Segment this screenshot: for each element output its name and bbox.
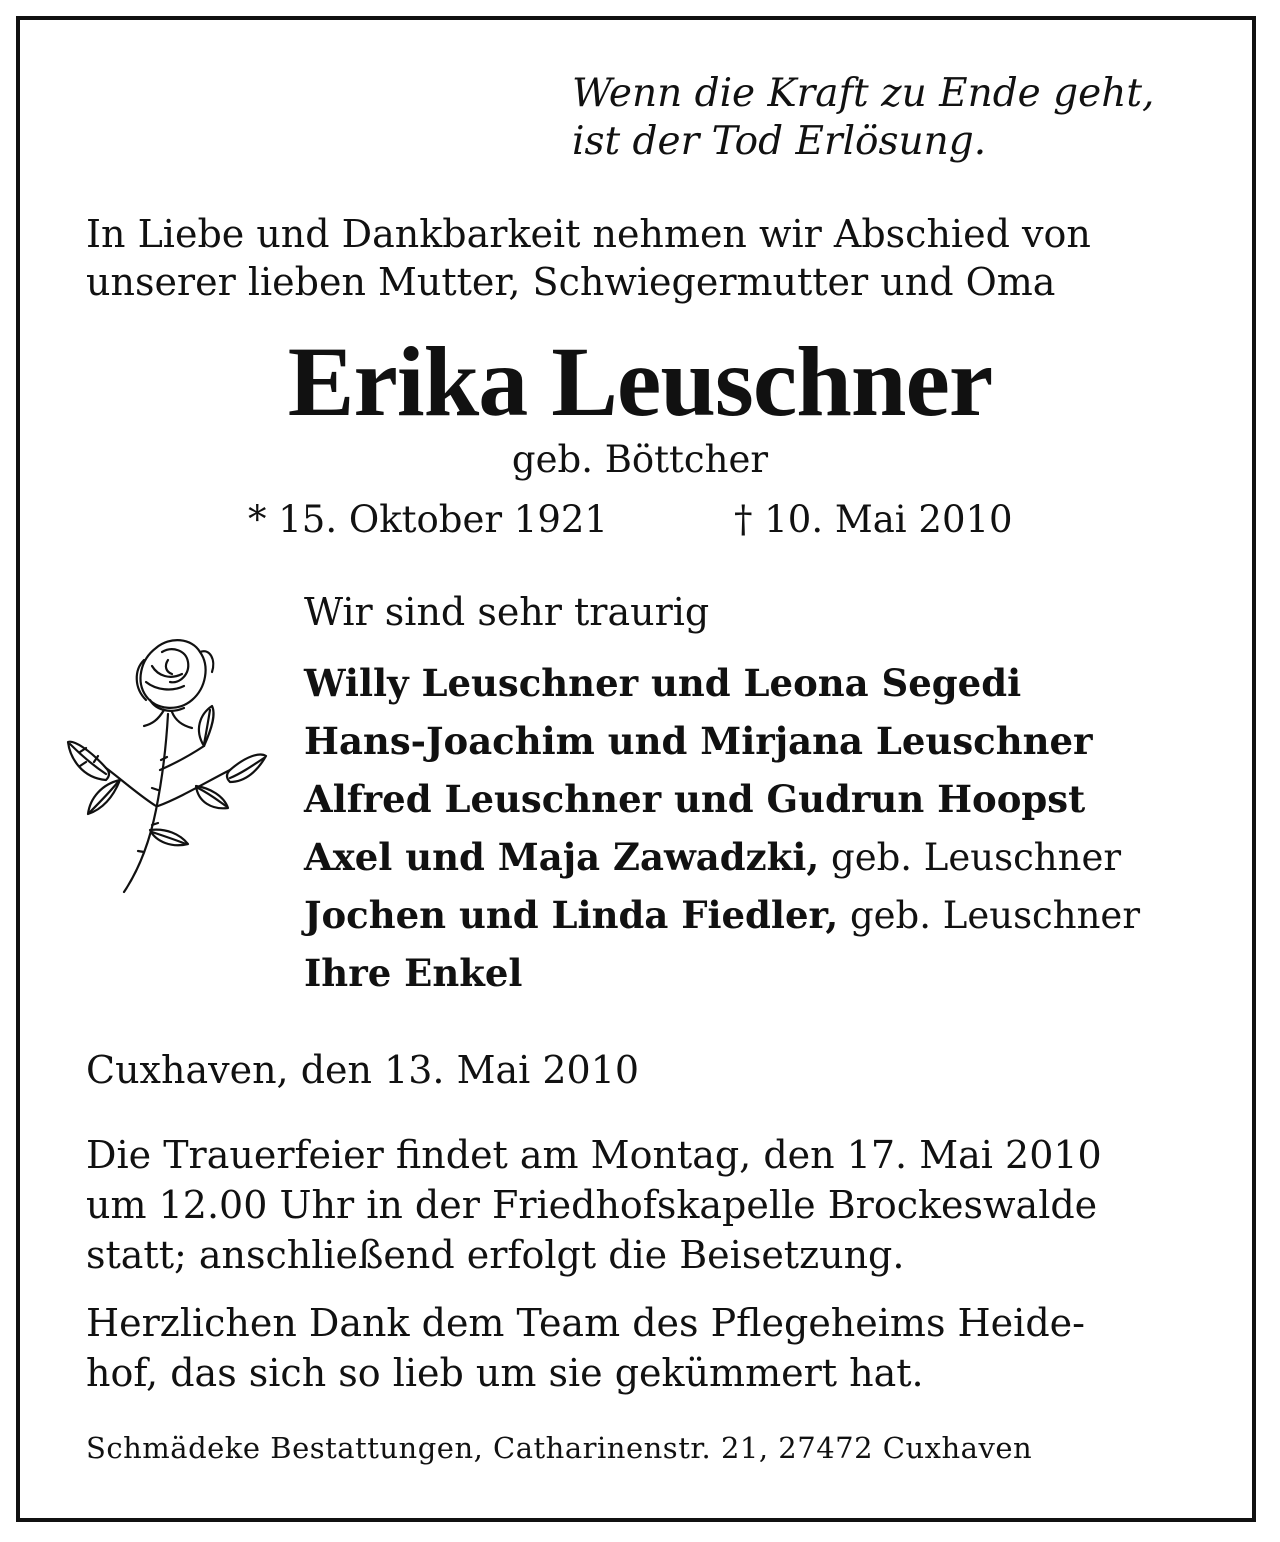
intro-line-1: In Liebe und Dankbarkeit nehmen wir Abschied von xyxy=(86,212,1091,256)
rose-icon xyxy=(60,630,270,900)
list-item xyxy=(304,828,1140,886)
intro-line-2: unserer lieben Mutter, Schwiegermutter und Oma xyxy=(86,260,1056,304)
mourners-list xyxy=(304,654,1140,1002)
ceremony-info xyxy=(86,1130,1102,1280)
mourner-suffix: geb. Leuschner xyxy=(838,894,1141,937)
thanks-note xyxy=(86,1298,1085,1398)
ceremony-line-2: um 12.00 Uhr in der Friedhofskapelle Brockeswalde xyxy=(86,1183,1098,1227)
list-item xyxy=(304,770,1140,828)
mourning-note: Wir sind sehr traurig xyxy=(304,590,710,634)
mourner-names: Jochen und Linda Fiedler, xyxy=(304,893,839,937)
list-item xyxy=(304,944,1140,1002)
place-date: Cuxhaven, den 13. Mai 2010 xyxy=(86,1048,640,1092)
undertaker-info: Schmädeke Bestattungen, Catharinenstr. 21, 27472 Cuxhaven xyxy=(86,1431,1033,1465)
mourner-names: Ihre Enkel xyxy=(304,951,523,995)
mourner-names: Willy Leuschner und Leona Segedi xyxy=(304,661,1022,705)
mourner-names: Alfred Leuschner und Gudrun Hoopst xyxy=(304,777,1086,821)
mourner-suffix: geb. Leuschner xyxy=(819,836,1122,879)
birth-date: * 15. Oktober 1921 xyxy=(248,498,608,541)
intro-text xyxy=(86,210,1091,306)
list-item xyxy=(304,654,1140,712)
motto-quote xyxy=(572,70,1154,166)
motto-line-1: Wenn die Kraft zu Ende geht, xyxy=(572,71,1155,116)
deceased-name: Erika Leuschner xyxy=(287,326,993,437)
death-date: † 10. Mai 2010 xyxy=(734,498,1013,541)
motto-line-2: ist der Tod Erlösung. xyxy=(572,119,987,164)
mourner-names: Axel und Maja Zawadzki, xyxy=(304,835,820,879)
ceremony-line-3: statt; anschließend erfolgt die Beisetzung. xyxy=(86,1233,905,1277)
mourner-names: Hans-Joachim und Mirjana Leuschner xyxy=(304,719,1093,763)
list-item xyxy=(304,712,1140,770)
ceremony-line-1: Die Trauerfeier findet am Montag, den 17. Mai 2010 xyxy=(86,1133,1102,1177)
list-item xyxy=(304,886,1140,944)
thanks-line-1: Herzlichen Dank dem Team des Pflegeheims Heide- xyxy=(86,1301,1085,1345)
thanks-line-2: hof, das sich so lieb um sie gekümmert hat. xyxy=(86,1351,924,1395)
maiden-name: geb. Böttcher xyxy=(511,438,769,481)
